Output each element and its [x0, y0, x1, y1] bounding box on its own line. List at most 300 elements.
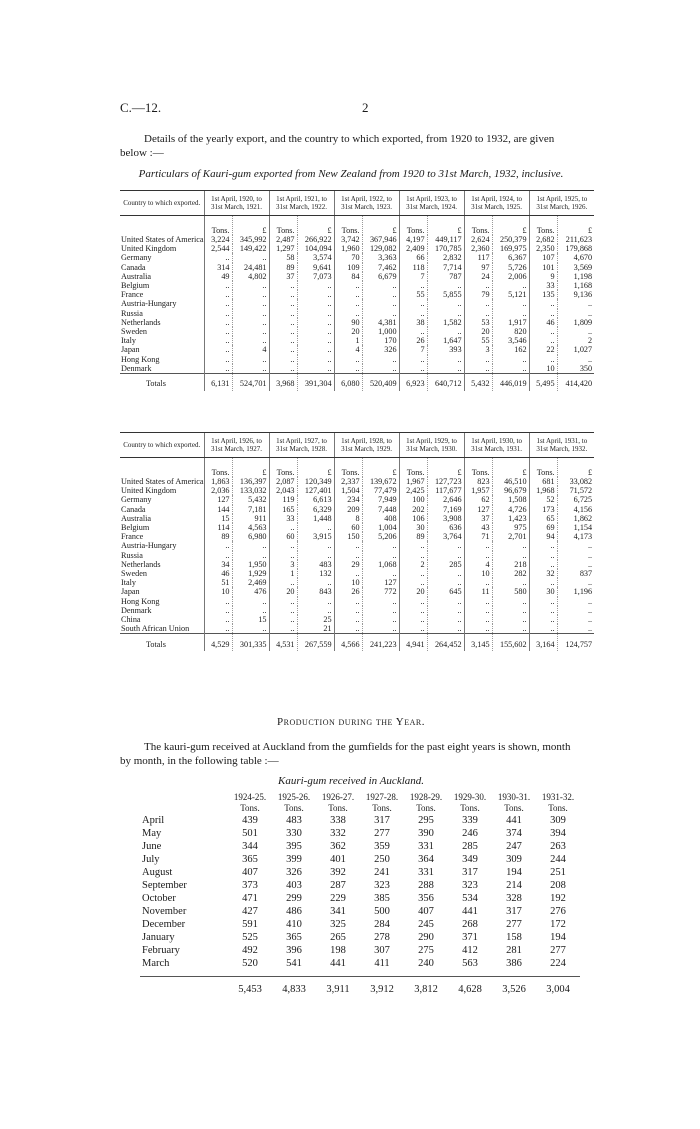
month-row: [140, 905, 580, 918]
tons-cell: ..: [464, 309, 492, 318]
month-value: 331: [418, 867, 434, 878]
month-value: 295: [418, 815, 434, 826]
tons-cell: 10: [529, 364, 557, 374]
tons-cell: ..: [204, 253, 232, 262]
tons-cell: 34: [204, 560, 232, 569]
units-tons: Tons.: [334, 216, 362, 236]
country-name: Australia: [121, 271, 152, 281]
value-cell: 5,432: [232, 495, 269, 504]
table-row: [120, 495, 594, 504]
tons-cell: ..: [334, 299, 362, 308]
value-cell: 837: [557, 569, 594, 578]
tons-cell: 97: [464, 263, 492, 272]
tons-cell: ..: [464, 597, 492, 606]
period-column-header: 1st April, 1924, to 31st March, 1925.: [464, 191, 529, 216]
tons-cell: ..: [269, 336, 297, 345]
value-cell: 5,726: [492, 263, 529, 272]
tons-cell: 49: [204, 272, 232, 281]
table-row: [120, 345, 594, 354]
value-cell: 7,462: [362, 263, 399, 272]
value-cell: ..: [232, 541, 269, 550]
country-column-header: Country to which exported.: [120, 191, 204, 216]
value-cell: ..: [427, 606, 464, 615]
tons-cell: 3: [269, 560, 297, 569]
value-cell: 1,809: [557, 318, 594, 327]
tons-cell: 1,960: [334, 244, 362, 253]
units-tons: Tons.: [372, 803, 392, 813]
value-cell: 132: [297, 569, 334, 578]
tons-cell: ..: [204, 336, 232, 345]
tons-cell: ..: [464, 606, 492, 615]
year-column-header: 1925-26.: [277, 792, 311, 802]
value-cell: ..: [492, 541, 529, 550]
tons-cell: 30: [529, 587, 557, 596]
month-name: August: [142, 867, 173, 878]
tons-cell: 89: [269, 263, 297, 272]
totals-label: Totals: [120, 374, 204, 392]
table-row: [120, 486, 594, 495]
year-column-header: 1926-27.: [321, 792, 355, 802]
kauri-gum-table-title: Kauri-gum received in Auckland.: [277, 775, 425, 787]
period-column-header: 1st April, 1929, to 31st March, 1930.: [399, 433, 464, 458]
value-cell: ..: [492, 597, 529, 606]
value-cell: ..: [232, 597, 269, 606]
table-row: [120, 281, 594, 290]
value-cell: 4,156: [557, 505, 594, 514]
value-cell: 408: [362, 514, 399, 523]
totals-row: [140, 977, 580, 997]
table-row: [120, 477, 594, 486]
tons-cell: 53: [464, 318, 492, 327]
year-total: 3,911: [316, 977, 360, 997]
tons-cell: 2,409: [399, 244, 427, 253]
tons-cell: 234: [334, 495, 362, 504]
month-value: 323: [462, 880, 478, 891]
tons-cell: ..: [464, 578, 492, 587]
month-value: 251: [550, 867, 566, 878]
tons-cell: ..: [399, 597, 427, 606]
tons-cell: 90: [334, 318, 362, 327]
month-name: June: [142, 841, 162, 852]
tons-cell: 10: [204, 587, 232, 596]
value-cell: 149,422: [232, 244, 269, 253]
tons-cell: ..: [464, 299, 492, 308]
units-tons: Tons.: [504, 803, 524, 813]
tons-cell: 65: [529, 514, 557, 523]
month-name: November: [142, 906, 187, 917]
value-cell: 1,154: [557, 523, 594, 532]
value-cell: ..: [427, 355, 464, 364]
kauri-gum-received-table: [140, 792, 580, 996]
year-total: 4,833: [272, 977, 316, 997]
tons-cell: ..: [529, 578, 557, 587]
month-row: [140, 944, 580, 957]
total-tons: 4,531: [269, 634, 297, 652]
tons-cell: 84: [334, 272, 362, 281]
total-value: 301,335: [232, 634, 269, 652]
tons-cell: 7: [399, 272, 427, 281]
value-cell: ..: [362, 597, 399, 606]
country-name: Italy: [121, 336, 137, 346]
value-cell: ..: [297, 327, 334, 336]
value-cell: 1,198: [557, 272, 594, 281]
value-cell: ..: [297, 299, 334, 308]
tons-cell: ..: [204, 290, 232, 299]
value-cell: 6,679: [362, 272, 399, 281]
total-value: 267,559: [297, 634, 334, 652]
tons-cell: 32: [529, 569, 557, 578]
tons-cell: ..: [529, 327, 557, 336]
units-pounds: £: [427, 216, 464, 236]
tons-cell: ..: [204, 541, 232, 550]
month-value: 278: [374, 932, 390, 943]
tons-cell: ..: [399, 624, 427, 634]
value-cell: ..: [232, 309, 269, 318]
value-cell: ..: [492, 624, 529, 634]
units-row: [140, 803, 580, 814]
table-row: [120, 272, 594, 281]
period-column-header: 1st April, 1931, to 31st March, 1932.: [529, 433, 594, 458]
tons-cell: 66: [399, 253, 427, 262]
country-name: Italy: [121, 578, 137, 588]
month-value: 386: [506, 958, 522, 969]
month-value: 250: [374, 854, 390, 865]
value-cell: ..: [557, 551, 594, 560]
table-row: [120, 327, 594, 336]
totals-row: [120, 634, 594, 652]
value-cell: ..: [492, 615, 529, 624]
country-name: Russia: [121, 550, 143, 560]
total-tons: 4,529: [204, 634, 232, 652]
table-row: [120, 355, 594, 364]
period-column-header: 1st April, 1920, to 31st March, 1921.: [204, 191, 269, 216]
month-value: 277: [506, 919, 522, 930]
value-cell: ..: [232, 364, 269, 374]
value-cell: ..: [232, 355, 269, 364]
value-cell: 5,121: [492, 290, 529, 299]
tons-cell: ..: [269, 597, 297, 606]
value-cell: 162: [492, 345, 529, 354]
value-cell: 5,206: [362, 532, 399, 541]
value-cell: 636: [427, 523, 464, 532]
tons-cell: ..: [399, 299, 427, 308]
value-cell: ..: [362, 624, 399, 634]
tons-cell: ..: [204, 355, 232, 364]
tons-cell: ..: [204, 318, 232, 327]
tons-cell: 46: [529, 318, 557, 327]
month-value: 240: [418, 958, 434, 969]
tons-cell: ..: [529, 624, 557, 634]
value-cell: ..: [362, 281, 399, 290]
tons-cell: ..: [204, 281, 232, 290]
country-name: Japan: [121, 587, 140, 597]
units-tons: Tons.: [529, 216, 557, 236]
tons-cell: ..: [204, 327, 232, 336]
tons-cell: 109: [334, 263, 362, 272]
tons-cell: 2,487: [269, 235, 297, 244]
table-row: [120, 514, 594, 523]
tons-cell: ..: [529, 597, 557, 606]
tons-cell: ..: [334, 615, 362, 624]
month-value: 373: [242, 880, 258, 891]
value-cell: ..: [297, 597, 334, 606]
value-cell: 5,855: [427, 290, 464, 299]
units-tons: Tons.: [240, 803, 260, 813]
country-name: Russia: [121, 308, 143, 318]
value-cell: ..: [362, 606, 399, 615]
month-value: 277: [550, 945, 566, 956]
tons-cell: ..: [334, 355, 362, 364]
value-cell: 4,563: [232, 523, 269, 532]
country-name: Canada: [121, 504, 146, 514]
tons-cell: 1,504: [334, 486, 362, 495]
tons-cell: 1,968: [529, 486, 557, 495]
month-value: 172: [550, 919, 566, 930]
period-column-header: 1st April, 1930, to 31st March, 1931.: [464, 433, 529, 458]
table-row: [120, 578, 594, 587]
units-tons: Tons.: [269, 458, 297, 478]
tons-cell: ..: [269, 345, 297, 354]
value-cell: ..: [427, 364, 464, 374]
month-value: 500: [374, 906, 390, 917]
month-value: 492: [242, 945, 258, 956]
tons-cell: 2: [399, 560, 427, 569]
value-cell: 1,917: [492, 318, 529, 327]
month-row: [140, 853, 580, 866]
tons-cell: ..: [269, 364, 297, 374]
month-value: 284: [374, 919, 390, 930]
value-cell: 1,004: [362, 523, 399, 532]
value-cell: 1,582: [427, 318, 464, 327]
value-cell: 1,647: [427, 336, 464, 345]
value-cell: ..: [427, 624, 464, 634]
value-cell: 1,068: [362, 560, 399, 569]
month-value: 328: [506, 893, 522, 904]
month-value: 325: [330, 919, 346, 930]
tons-cell: ..: [269, 318, 297, 327]
tons-cell: 24: [464, 272, 492, 281]
units-spacer: [120, 458, 204, 478]
month-value: 331: [418, 841, 434, 852]
value-cell: ..: [427, 578, 464, 587]
value-cell: 15: [232, 615, 269, 624]
tons-cell: ..: [464, 281, 492, 290]
tons-cell: 89: [399, 532, 427, 541]
month-value: 390: [418, 828, 434, 839]
month-value: 359: [374, 841, 390, 852]
period-column-header: 1st April, 1928, to 31st March, 1929.: [334, 433, 399, 458]
tons-cell: 2,043: [269, 486, 297, 495]
value-cell: 843: [297, 587, 334, 596]
tons-cell: 9: [529, 272, 557, 281]
month-row: [140, 892, 580, 905]
tons-cell: 2,544: [204, 244, 232, 253]
tons-cell: ..: [529, 336, 557, 345]
value-cell: 326: [362, 345, 399, 354]
tons-cell: 10: [334, 578, 362, 587]
tons-cell: 26: [334, 587, 362, 596]
tons-cell: 3,742: [334, 235, 362, 244]
month-name: September: [142, 880, 187, 891]
value-cell: ..: [362, 299, 399, 308]
tons-cell: 20: [399, 587, 427, 596]
units-tons: Tons.: [529, 458, 557, 478]
table-row: [120, 336, 594, 345]
value-cell: 104,094: [297, 244, 334, 253]
table-row: [120, 615, 594, 624]
production-heading: Production during the Year.: [277, 716, 425, 728]
value-cell: ..: [297, 541, 334, 550]
month-value: 158: [506, 932, 522, 943]
tons-cell: ..: [399, 541, 427, 550]
value-cell: 911: [232, 514, 269, 523]
month-value: 344: [242, 841, 258, 852]
value-cell: ..: [297, 355, 334, 364]
year-header-row: [140, 792, 580, 803]
tons-cell: 11: [464, 587, 492, 596]
tons-cell: ..: [204, 309, 232, 318]
country-name: Austria-Hungary: [121, 541, 177, 551]
units-pounds: £: [492, 216, 529, 236]
tons-cell: ..: [269, 615, 297, 624]
total-tons: 6,131: [204, 374, 232, 392]
month-value: 326: [286, 867, 302, 878]
tons-cell: 127: [204, 495, 232, 504]
period-column-header: 1st April, 1927, to 31st March, 1928.: [269, 433, 334, 458]
tons-cell: ..: [334, 597, 362, 606]
value-cell: 133,032: [232, 486, 269, 495]
country-name: Netherlands: [121, 559, 161, 569]
month-value: 411: [374, 958, 390, 969]
units-pounds: £: [362, 458, 399, 478]
tons-cell: ..: [334, 290, 362, 299]
month-value: 317: [506, 906, 522, 917]
value-cell: ..: [362, 541, 399, 550]
table-row: [120, 523, 594, 532]
value-cell: ..: [557, 327, 594, 336]
value-cell: 2,701: [492, 532, 529, 541]
country-name: Japan: [121, 345, 140, 355]
month-value: 407: [418, 906, 434, 917]
country-name: Sweden: [121, 569, 147, 579]
month-value: 385: [374, 893, 390, 904]
tons-cell: ..: [269, 290, 297, 299]
table-row: [120, 569, 594, 578]
country-name: Canada: [121, 262, 146, 272]
value-cell: ..: [297, 309, 334, 318]
month-value: 307: [374, 945, 390, 956]
tons-cell: ..: [269, 578, 297, 587]
total-value: 155,602: [492, 634, 529, 652]
tons-cell: 3,224: [204, 235, 232, 244]
units-tons: Tons.: [399, 216, 427, 236]
tons-cell: 26: [399, 336, 427, 345]
tons-cell: 94: [529, 532, 557, 541]
month-value: 241: [374, 867, 390, 878]
tons-cell: 29: [334, 560, 362, 569]
units-pounds: £: [362, 216, 399, 236]
value-cell: 129,082: [362, 244, 399, 253]
total-tons: 5,495: [529, 374, 557, 392]
value-cell: ..: [427, 541, 464, 550]
total-tons: 4,566: [334, 634, 362, 652]
month-value: 501: [242, 828, 258, 839]
units-tons: Tons.: [416, 803, 436, 813]
tons-cell: 52: [529, 495, 557, 504]
month-value: 330: [286, 828, 302, 839]
tons-cell: 106: [399, 514, 427, 523]
month-value: 299: [286, 893, 302, 904]
value-cell: 77,479: [362, 486, 399, 495]
period-column-header: 1st April, 1925, to 31st March, 1926.: [529, 191, 594, 216]
value-cell: ..: [557, 355, 594, 364]
units-pounds: £: [557, 216, 594, 236]
year-total: 3,912: [360, 977, 404, 997]
value-cell: 1,196: [557, 587, 594, 596]
table-row: [120, 263, 594, 272]
units-tons: Tons.: [334, 458, 362, 478]
month-value: 365: [242, 854, 258, 865]
month-value: 471: [242, 893, 258, 904]
year-column-header: 1927-28.: [365, 792, 399, 802]
month-value: 356: [418, 893, 434, 904]
tons-cell: ..: [269, 355, 297, 364]
tons-cell: ..: [334, 309, 362, 318]
units-pounds: £: [297, 458, 334, 478]
tons-cell: 2,337: [334, 477, 362, 486]
units-pounds: £: [297, 216, 334, 236]
units-tons: Tons.: [204, 458, 232, 478]
value-cell: ..: [427, 299, 464, 308]
value-cell: 6,725: [557, 495, 594, 504]
month-value: 263: [550, 841, 566, 852]
tons-cell: ..: [204, 624, 232, 634]
month-name: April: [142, 815, 165, 826]
tons-cell: 37: [464, 514, 492, 523]
value-cell: 33,082: [557, 477, 594, 486]
month-name: December: [142, 919, 186, 930]
month-name: January: [142, 932, 175, 943]
value-cell: 25: [297, 615, 334, 624]
tons-cell: 70: [334, 253, 362, 262]
country-name: United States of America: [121, 235, 204, 244]
value-cell: 179,868: [557, 244, 594, 253]
tons-cell: 62: [464, 495, 492, 504]
units-row: [120, 216, 594, 236]
tons-cell: 1,863: [204, 477, 232, 486]
month-value: 349: [462, 854, 478, 865]
table-row: [120, 299, 594, 308]
month-value: 486: [286, 906, 302, 917]
value-cell: 7,169: [427, 505, 464, 514]
tons-cell: 2,682: [529, 235, 557, 244]
country-name: United States of America: [121, 477, 204, 486]
value-cell: ..: [362, 569, 399, 578]
month-value: 194: [550, 932, 566, 943]
tons-cell: ..: [464, 364, 492, 374]
value-cell: ..: [232, 336, 269, 345]
value-cell: 975: [492, 523, 529, 532]
value-cell: ..: [557, 624, 594, 634]
value-cell: ..: [232, 281, 269, 290]
table-row: [120, 364, 594, 374]
units-tons: Tons.: [460, 803, 480, 813]
table-row: [120, 551, 594, 560]
tons-cell: ..: [399, 551, 427, 560]
tons-cell: 135: [529, 290, 557, 299]
totals-spacer: [140, 977, 222, 997]
value-cell: ..: [297, 318, 334, 327]
